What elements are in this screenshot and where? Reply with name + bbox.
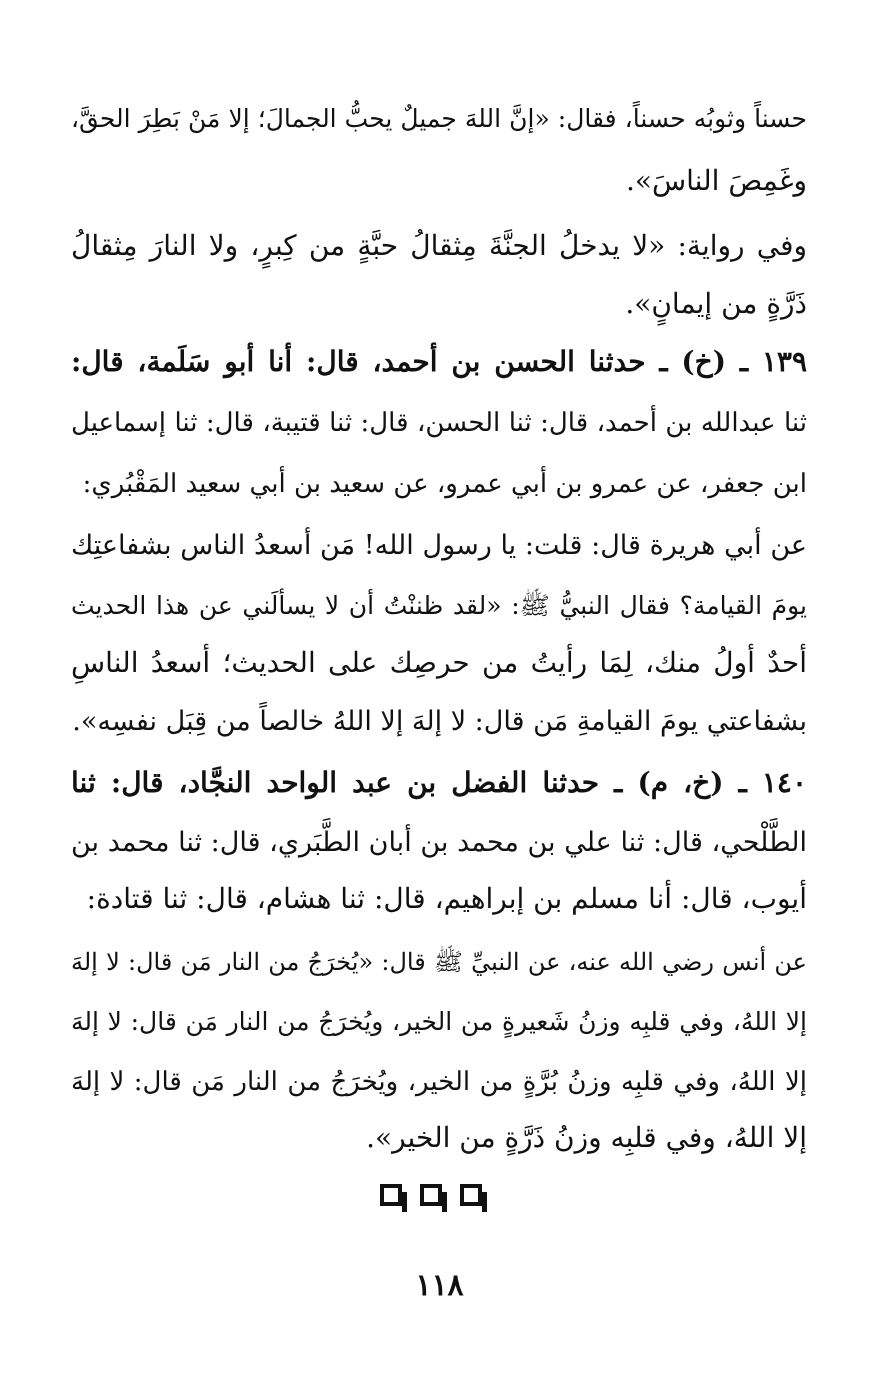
- page-number: ١١٨: [415, 1268, 464, 1303]
- text-line-1: حسناً وثوبُه حسناً، فقال: «إنَّ اللهَ جميلٌ يحبُّ الجمالَ؛ إلا مَنْ بَطِرَ الحقَّ،: [71, 104, 807, 133]
- ornament-square-icon: [460, 1184, 482, 1206]
- ornament-square-icon: [420, 1184, 442, 1206]
- text-line-3: وفي رواية: «لا يدخلُ الجنَّةَ مِثقالُ حبَّةٍ من كِبرٍ، ولا النارَ مِثقالُ: [71, 229, 807, 262]
- text-line-16: إلا اللهُ، وفي قلبِه وزنُ شَعيرةٍ من الخير، ويُخرَجُ من النار مَن قال: لا إلهَ: [71, 1007, 807, 1036]
- text-line-8: عن أبي هريرة قال: قلت: يا رسول الله! مَن أسعدُ الناس بشفاعتِك: [71, 530, 807, 561]
- text-line-4: ذَرَّةٍ من إيمانٍ».: [625, 287, 807, 320]
- text-line-18: إلا اللهُ، وفي قلبِه وزنُ ذَرَّةٍ من الخير».: [366, 1121, 807, 1154]
- ornament-square-icon: [380, 1184, 402, 1206]
- text-line-10: أحدٌ أولُ منك، لِمَا رأيتُ من حرصِك على الحديث؛ أسعدُ الناسِ: [71, 646, 807, 679]
- text-line-2: وغَمِصَ الناسَ».: [625, 164, 807, 197]
- section-divider-ornament: [380, 1178, 482, 1212]
- text-line-11: بشفاعتي يومَ القيامةِ مَن قال: لا إلهَ إلا اللهُ خالصاً من قِبَل نفسِه».: [72, 706, 807, 737]
- hadith-140-heading: ١٤٠ ـ (خ، م) ـ حدثنا الفضل بن عبد الواحد النجَّاد، قال: ثنا: [71, 766, 807, 799]
- text-line-6: ثنا عبدالله بن أحمد، قال: ثنا الحسن، قال: ثنا قتيبة، قال: ثنا إسماعيل: [71, 408, 807, 438]
- text-line-7: ابن جعفر، عن عمرو بن أبي عمرو، عن سعيد بن أبي سعيد المَقْبُري:: [82, 469, 807, 499]
- text-line-9: يومَ القيامة؟ فقال النبيُّ ﷺ: «لقد ظننْتُ أن لا يسألَني عن هذا الحديث: [71, 591, 807, 620]
- hadith-139-heading: ١٣٩ ـ (خ) ـ حدثنا الحسن بن أحمد، قال: أنا أبو سَلَمة، قال:: [71, 345, 807, 378]
- text-line-15: عن أنس رضي الله عنه، عن النبيِّ ﷺ قال: «يُخرَجُ من النار مَن قال: لا إلهَ: [71, 948, 807, 976]
- text-line-14: أيوب، قال: أنا مسلم بن إبراهيم، قال: ثنا هشام، قال: ثنا قتادة:: [86, 882, 807, 915]
- text-line-17: إلا اللهُ، وفي قلبِه وزنُ بُرَّةٍ من الخير، ويُخرَجُ من النار مَن قال: لا إلهَ: [71, 1067, 807, 1097]
- text-line-13: الطَّلْحي، قال: ثنا علي بن محمد بن أبان الطَّبَري، قال: ثنا محمد بن: [71, 827, 807, 858]
